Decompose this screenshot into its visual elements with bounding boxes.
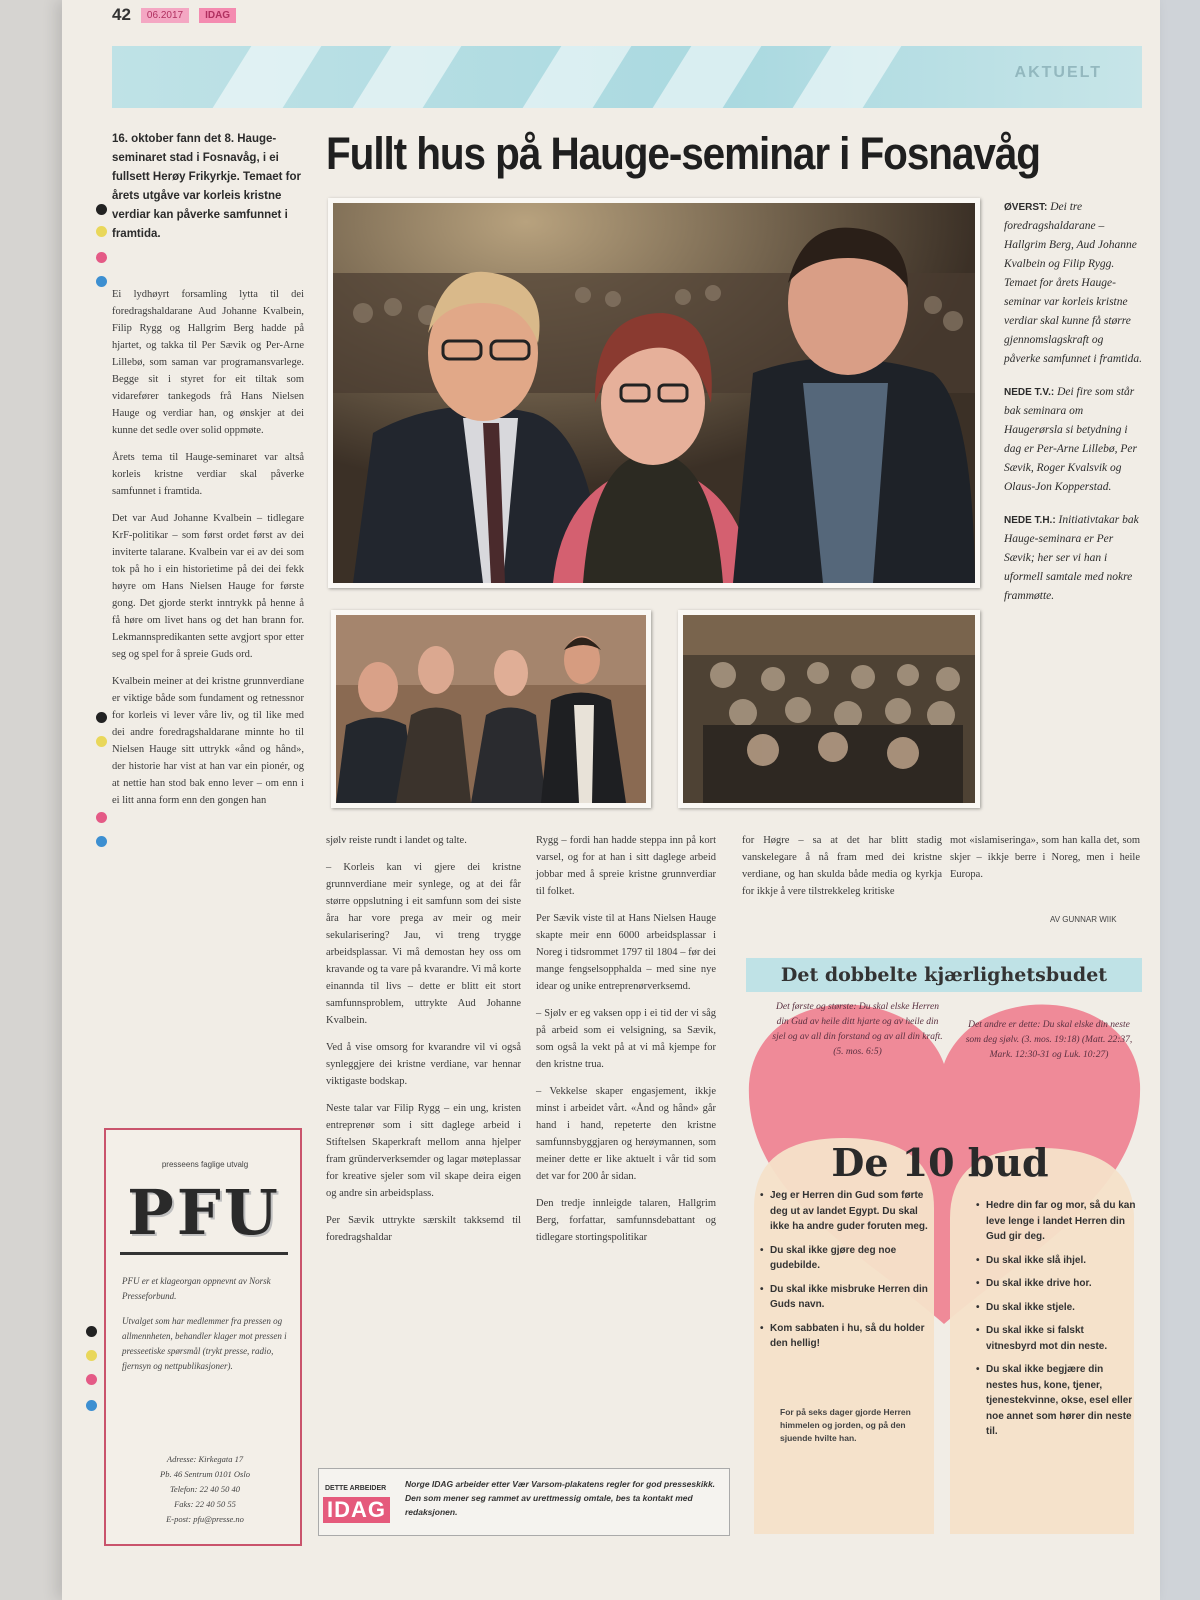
commandment-item: • Du skal ikke si falskt vitnesbyrd mot din neste. (976, 1323, 1136, 1354)
registration-dot-magenta (96, 812, 107, 823)
caption-top: ØVERST: Dei tre foredragshaldarane – Hallgrim Berg, Aud Johanne Kvalbein og Filip Rygg. Temaet for årets Hauge-seminar var korleis kristne verdiar skal kunne få større gjennomslagskraft og påverke samfunnet i framtida. (1004, 201, 1142, 365)
page-header (112, 4, 236, 26)
pfu-description: PFU er et klageorgan oppnevnt av Norsk Presseforbund. Utvalget som har medlemmer fra pressen og allmennheten, behandler klager mot pressen i presseetiske spørsmål (trykt presse, radio, fjernsyn og nettpublikasjoner). (122, 1276, 287, 1371)
registration-dot-black (86, 1326, 97, 1337)
commandment-item: • Du skal ikke slå ihjel. (976, 1253, 1136, 1269)
article-column-3 (536, 832, 716, 1256)
paragraph: for Høgre – sa at det har blitt stadig vanskelegare å nå fram med dei kristne verdiane, og han skulda både media og kyrkja for ikkje å vere tilstrekkeleg kritiske (742, 835, 942, 897)
love-commandment-first: Det første og største: Du skal elske Herren din Gud av heile ditt hjarte og av heile din sjel og av all din forstand og av all din kraft. (5. mos. 6:5) (772, 1002, 943, 1057)
registration-dot-cyan (96, 836, 107, 847)
paragraph: Neste talar var Filip Rygg – ein ung, kristen entreprenør som i sitt daglege arbeid i Stiftelsen Skaperkraft mellom anna hjelper fram gründerverksemder og lagar møteplassar for kreative sjeler som vil skape deira eigen og andre sin arbeidsplass. (326, 1103, 521, 1199)
registration-dot-cyan (86, 1400, 97, 1411)
commandment-item: • Du skal ikke drive hor. (976, 1276, 1136, 1292)
article-column-1 (112, 286, 304, 819)
article-ingress: 16. oktober fann det 8. Hauge-seminaret stad i Fosnavåg, i ei fullsett Herøy Frikyrkje. Temaet for årets utgåve var korleis kristne verdiar kan påverke samfunnet i framtida. (112, 133, 301, 240)
article-column-2 (326, 832, 521, 1256)
paragraph: Kvalbein meiner at dei kristne grunnverdiane er viktige både som fundament og retnessnor for korleis vi lever våre liv, og til like med dei andre foredragshaldarane minnte ho til Nielsen Hauge sitt uttrykk «ånd og hånd», der historie har vist at han var ein pionér, og at nettie han stod bak enno lever – om enn i ei litt anna form enn den gongen han (112, 676, 304, 806)
registration-dot-black (96, 204, 107, 215)
paragraph: Ved å vise omsorg for kvarandre vil vi også synleggjere dei kristne verdiane, var hennar viktigaste bodskap. (326, 1042, 521, 1087)
paragraph: Rygg – fordi han hadde steppa inn på kort varsel, og for at han i sitt daglege arbeid jobbar med å spreie kristne grunnverdiar til folket. (536, 835, 716, 897)
pfu-logo: PFU (127, 1176, 281, 1249)
idag-notice-text: Norge IDAG arbeider etter Vær Varsom-plakatens regler for god presseskikk. Den som mener seg rammet av urettmessig omtale, bes ta kontakt med redaksjonen. (405, 1479, 716, 1517)
registration-dot-black (96, 712, 107, 723)
article-column-5 (950, 832, 1140, 893)
registration-dot-yellow (96, 736, 107, 747)
caption-bottom-right: NEDE T.H.: Initiativtakar bak Hauge-seminara er Per Sævik; her ser vi han i uformell samtale med nokre frammøtte. (1004, 514, 1139, 602)
photo-captions (1004, 198, 1142, 620)
paragraph: sjølv reiste rundt i landet og talte. (326, 835, 467, 846)
pfu-address: Adresse: Kirkegata 17 Pb. 46 Sentrum 0101 Oslo Telefon: 22 40 50 40 Faks: 22 40 50 55 E-post: pfu@presse.no (160, 1454, 250, 1524)
paragraph: Den tredje innleigde talaren, Hallgrim Berg, forfattar, samfunnsdebattant og tidlegare stortingspolitikar (536, 1198, 716, 1243)
section-banner (112, 46, 1142, 108)
article-headline: Fullt hus på Hauge-seminar i Fosnavåg (326, 128, 1040, 179)
paragraph: Årets tema til Hauge-seminaret var altså korleis kristne verdiar skal påverke samfunnet i framtida. (112, 452, 304, 497)
photo-four-organizers (331, 610, 651, 808)
commandment-item: • Du skal ikke begjære din nestes hus, kone, tjener, tjenestekvinne, okse, esel eller noe annet som hører din neste til. (976, 1362, 1136, 1440)
pfu-tagline: presseens faglige utvalg (161, 1160, 249, 1169)
paragraph: Ei lydhøyrt forsamling lytta til dei foredragshaldarane Aud Johanne Kvalbein, Filip Rygg og Hallgrim Berg hadde på hjartet, og takka til Per Sævik og Per-Arne Lillebø, som saman var programansvarlege. Begge sit i styret for eit tiltak som vidarefører tankegods frå Hans Nielsen Hauge og verdiar han, og ønskjer at dei kunne det sedle over solid oppmøte. (112, 289, 304, 436)
commandment-item: • Du skal ikke stjele. (976, 1300, 1136, 1316)
paragraph: – Korleis kan vi gjere dei kristne grunnverdiane meir synlege, og at dei får større oppslutning i eit samfunn som dei siste åra har vore prega av meir og meir sekularisering? Jau, vi treng trygge arbeidsplassar. Vi må demostan hey oss om kravande og ta vare på kvarandre. Vi må korte einannda til livs – dette er blitt eit stort samfunnsproblem, uttrykte Aud Johanne Kvalbein. (326, 862, 521, 1026)
commandment-item: • Jeg er Herren din Gud som førte deg ut av landet Egypt. Du skal ikke ha andre guder foruten meg. (760, 1188, 938, 1235)
registration-dot-yellow (96, 226, 107, 237)
caption-bottom-left: NEDE T.V.: Dei fire som står bak seminara om Haugerørsla si betydning i dag er Per-Arne Lillebø, Per Sævik, Roger Kvalsvik og Olaus-Jon Kopperstad. (1004, 386, 1137, 493)
commandment-item: • Hedre din far og mor, så du kan leve lenge i landet Herren din Gud gir deg. (976, 1198, 1136, 1245)
sabbath-note: For på seks dager gjorde Herren himmelen og jorden, og på den sjuende hvilte han. (780, 1407, 911, 1443)
commandment-item: • Du skal ikke gjøre deg noe gudebilde. (760, 1243, 938, 1274)
photo-three-speakers (328, 198, 980, 588)
paragraph: Det var Aud Johanne Kvalbein – tidlegare KrF-politikar – som først ordet først av dei inviterte talarane. Kvalbein var ei av dei som tok på ho i ein historietime på dei dei fekk høyre om Hans Nielsen Hauge for første gong. Det gjorde sterkt inntrykk på henne å få høre om livet hans og det han brann for. Lekmannspredikanten sette avgjort spor etter seg og spel for å spreie Guds ord. (112, 513, 304, 660)
issue-date: 06.2017 (141, 8, 189, 23)
pfu-divider (120, 1252, 288, 1255)
idag-small-label: DETTE ARBEIDER (325, 1485, 387, 1492)
commandment-item: • Du skal ikke misbruke Herren din Guds navn. (760, 1282, 938, 1313)
ten-commandments-title: De 10 bud (831, 1140, 1049, 1185)
idag-logo: IDAG (323, 1497, 390, 1523)
photo-audience (678, 610, 980, 808)
registration-dot-magenta (86, 1374, 97, 1385)
section-label: AKTUELT (1014, 64, 1102, 81)
registration-dot-magenta (96, 252, 107, 263)
paragraph: mot «islamiseringa», som han kalla det, som skjer – ikkje berre i Noreg, men i heile Europa. (950, 835, 1140, 880)
article-column-4 (742, 832, 942, 910)
love-commandment-second: Det andre er dette: Du skal elske din neste som deg sjølv. (3. mos. 19:18) (Matt. 22:37, Mark. 12:30-31 og Luk. 10:27) (965, 1020, 1133, 1060)
paragraph: – Sjølv er eg vaksen opp i ei tid der vi såg på arbeid som ei velsigning, sa Sævik, som også la vekt på at vi må kjempe for den kristne trua. (536, 1008, 716, 1070)
page-number: 42 (112, 5, 131, 24)
paragraph: Per Sævik uttrykte særskilt takksemd til foredragshaldar (326, 1215, 521, 1243)
registration-dot-cyan (96, 276, 107, 287)
binder-edge (1160, 0, 1200, 1600)
commandments-left-tablet (760, 1188, 938, 1360)
sidebar-title: Det dobbelte kjærlighetsbudet (746, 958, 1142, 992)
paragraph: Per Sævik viste til at Hans Nielsen Hauge skapte meir enn 6000 arbeidsplassar i Noreg i tidsrommet 1797 til 1804 – før dei mange fengselsopphalda – med sine nye idear og unike entreprenørverksemd. (536, 913, 716, 992)
registration-dot-yellow (86, 1350, 97, 1361)
commandment-item: • Kom sabbaten i hu, så du holder den hellig! (760, 1321, 938, 1352)
commandments-right-tablet (976, 1198, 1136, 1448)
paragraph: – Vekkelse skaper engasjement, ikkje minst i arbeidet vårt. «Ånd og hånd» går hand i hand, repeterte den kristne samfunnsbyggjaren og herøymannen, som meiner dette er like aktuelt i vår tid som det var for 200 år sidan. (536, 1086, 716, 1182)
article-byline: AV GUNNAR WIIK (1050, 915, 1117, 924)
pfu-notice-box (104, 1128, 302, 1546)
publication-mark: IDAG (199, 8, 236, 23)
idag-notice-box (318, 1468, 730, 1536)
